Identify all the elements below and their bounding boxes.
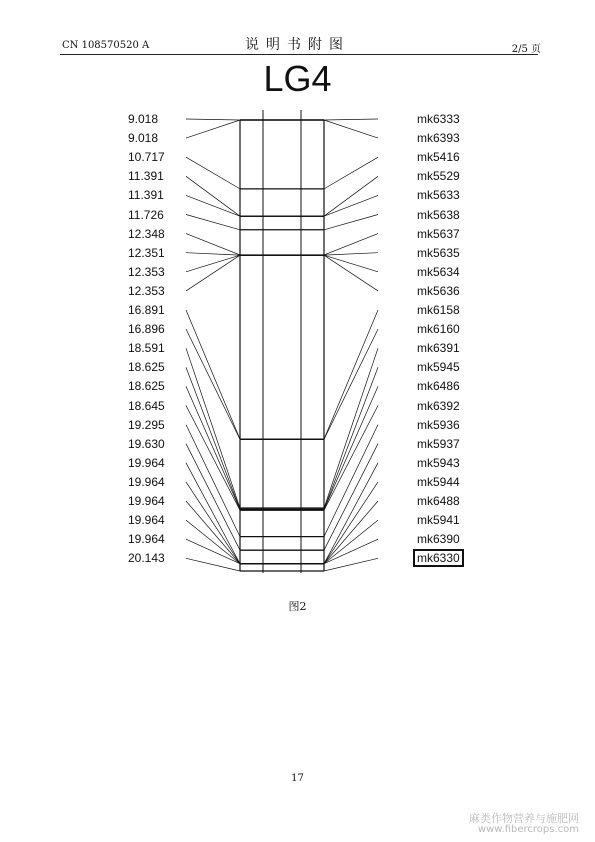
marker-name: mk5937: [417, 436, 460, 451]
right-connector: [324, 520, 378, 564]
marker-position: 12.348: [128, 226, 165, 241]
patent-number: CN 108570520 A: [62, 40, 150, 51]
section-title: 说明书附图: [245, 37, 350, 53]
marker-name: mk5943: [417, 455, 460, 470]
right-connector: [324, 501, 378, 564]
left-connector: [186, 195, 240, 216]
left-connector: [186, 329, 240, 439]
right-connector: [324, 234, 378, 255]
marker-position: 16.896: [128, 322, 165, 337]
left-connector: [186, 255, 240, 272]
page-number: 17: [291, 773, 304, 784]
marker-position: 11.391: [128, 169, 164, 184]
right-connector: [324, 425, 378, 537]
right-connector: [324, 253, 378, 255]
right-connector: [324, 215, 378, 230]
marker-name: mk6391: [417, 341, 460, 356]
marker-name: mk6488: [417, 494, 460, 508]
figure-label: 图2: [288, 600, 307, 613]
marker-name: mk5636: [417, 283, 460, 298]
right-connector: [324, 255, 378, 272]
right-connector: [324, 329, 378, 439]
left-connector: [186, 348, 240, 508]
right-connector: [324, 119, 378, 120]
left-connector: [186, 215, 240, 230]
marker-position: 19.964: [128, 474, 165, 489]
marker-name: mk5634: [417, 264, 460, 279]
watermark-url: www.fibercrops.com: [477, 824, 579, 835]
right-connector: [324, 157, 378, 189]
page-of: 2/5 页: [511, 44, 541, 55]
right-connector: [324, 463, 378, 564]
marker-name: mk6393: [417, 131, 460, 146]
marker-name: mk5936: [417, 417, 460, 432]
linkage-group-title: LG4: [263, 58, 332, 99]
marker-name: mk5635: [417, 245, 460, 260]
left-connector: [186, 119, 240, 120]
marker-position: 16.891: [128, 303, 165, 317]
right-connector: [324, 348, 378, 508]
right-connector: [324, 120, 378, 138]
marker-name: mk6158: [417, 303, 460, 317]
marker-name: mk6486: [417, 379, 460, 394]
right-connector: [324, 367, 378, 509]
right-connector: [324, 176, 378, 216]
marker-position: 11.726: [128, 207, 164, 222]
marker-position: 9.018: [128, 112, 159, 126]
marker-position: 19.964: [128, 455, 165, 470]
marker-position: 11.391: [128, 188, 164, 203]
marker-position: 18.625: [128, 379, 165, 394]
marker-name: mk6330: [413, 549, 464, 567]
left-connector: [186, 176, 240, 216]
left-connector: [186, 157, 240, 189]
left-connector: [186, 255, 240, 291]
right-connector: [324, 310, 378, 439]
marker-position: 12.351: [128, 245, 165, 260]
left-connector: [186, 310, 240, 439]
marker-name: mk6160: [417, 322, 460, 337]
right-connector: [324, 444, 378, 551]
left-connector: [186, 120, 240, 138]
marker-name: mk5638: [417, 207, 460, 222]
left-connector: [186, 463, 240, 564]
marker-name: mk5944: [417, 474, 460, 489]
left-connector: [186, 386, 240, 509]
marker-position: 19.964: [128, 494, 165, 508]
marker-name: mk5941: [417, 513, 460, 528]
left-connector: [186, 234, 240, 255]
marker-position: 18.591: [128, 341, 165, 356]
left-connector: [186, 253, 240, 255]
marker-name: mk6333: [417, 112, 460, 126]
marker-position: 19.630: [128, 436, 165, 451]
marker-position: 12.353: [128, 283, 165, 298]
marker-position: 10.717: [128, 150, 165, 165]
marker-name: mk6390: [417, 532, 460, 547]
marker-position: 18.625: [128, 360, 165, 375]
left-connector: [186, 444, 240, 551]
right-connector: [324, 386, 378, 509]
marker-name: mk6392: [417, 398, 460, 413]
marker-name: mk5416: [417, 150, 460, 165]
marker-name: mk5945: [417, 360, 460, 375]
marker-position: 19.295: [128, 417, 165, 432]
marker-name: mk5637: [417, 226, 460, 241]
marker-position: 18.645: [128, 398, 165, 413]
left-connector: [186, 520, 240, 564]
left-connector: [186, 501, 240, 564]
marker-position: 19.964: [128, 513, 165, 528]
right-connector: [324, 195, 378, 216]
marker-position: 9.018: [128, 131, 159, 146]
watermark-text: 麻类作物营养与施肥网: [469, 812, 579, 825]
marker-name: mk5633: [417, 188, 460, 203]
marker-position: 12.353: [128, 264, 165, 279]
marker-position: 19.964: [128, 532, 165, 547]
right-connector: [324, 255, 378, 291]
left-connector: [186, 367, 240, 509]
left-connector: [186, 425, 240, 537]
marker-name: mk5529: [417, 169, 460, 184]
marker-position: 20.143: [128, 551, 165, 566]
